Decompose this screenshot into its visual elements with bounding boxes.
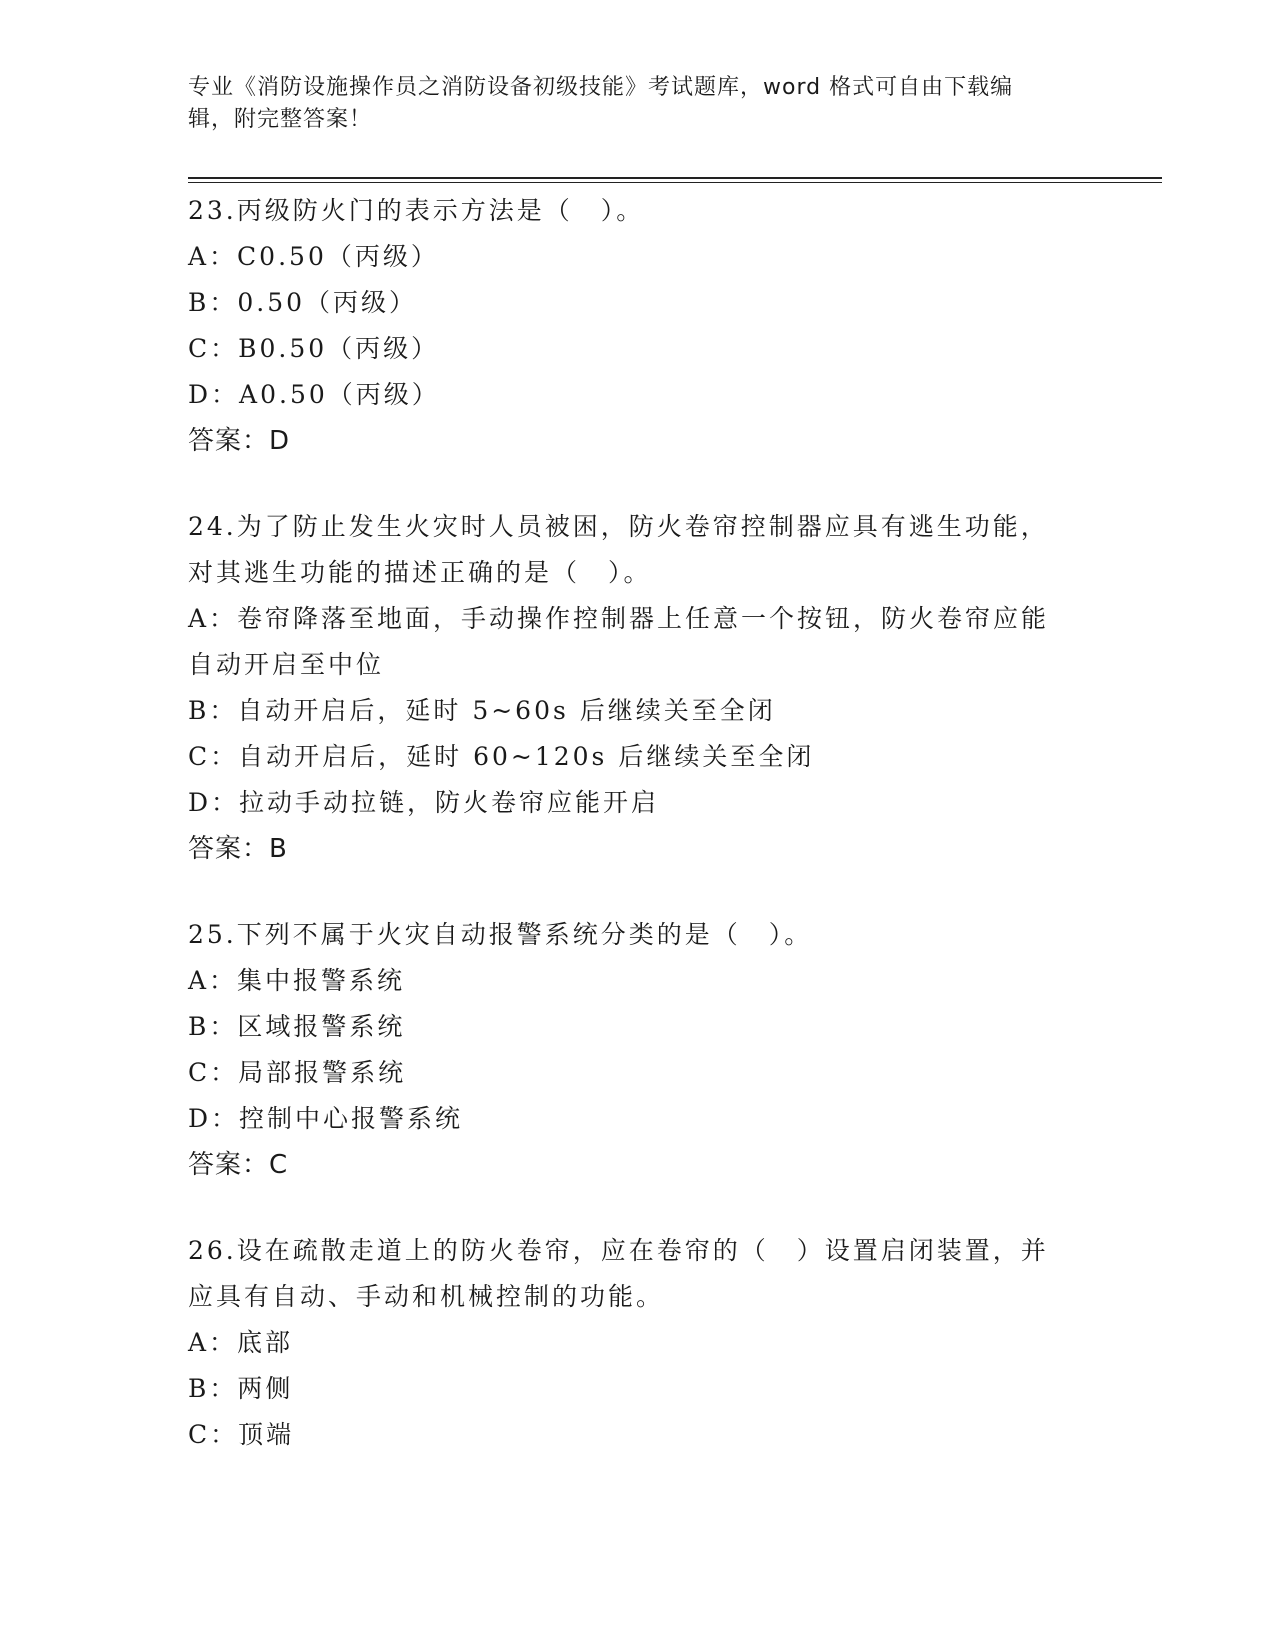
answer-label: 答案： xyxy=(188,834,270,864)
answer-line xyxy=(188,826,1088,872)
option-a: A：C0.50（丙级） xyxy=(188,242,439,271)
option-c: C：自动开启后，延时 60~120s 后继续关至全闭 xyxy=(188,742,815,771)
question-stem: 23.丙级防火门的表示方法是（ ）。 xyxy=(188,196,645,225)
header-line-1: 专业《消防设施操作员之消防设备初级技能》考试题库，word 格式可自由下载编 xyxy=(188,75,1014,100)
answer-value: C xyxy=(269,1150,289,1180)
answer-value: D xyxy=(269,426,291,456)
option-a: A：集中报警系统 xyxy=(188,966,406,995)
option-d: D：拉动手动拉链，防火卷帘应能开启 xyxy=(188,788,660,817)
question-24 xyxy=(188,504,1088,872)
option-a: A：底部 xyxy=(188,1328,294,1357)
question-stem: 25.下列不属于火灾自动报警系统分类的是（ ）。 xyxy=(188,920,813,949)
option-d: D：A0.50（丙级） xyxy=(188,380,440,409)
question-stem: 24.为了防止发生火灾时人员被困，防火卷帘控制器应具有逃生功能， xyxy=(188,512,1049,541)
option-b: B：0.50（丙级） xyxy=(188,288,418,317)
option-d: D：控制中心报警系统 xyxy=(188,1104,464,1133)
question-list xyxy=(188,188,1088,1498)
header-line-2: 辑，附完整答案！ xyxy=(188,107,373,132)
option-a-continued: 自动开启至中位 xyxy=(188,650,385,679)
question-25 xyxy=(188,912,1088,1188)
header-divider-thick xyxy=(188,177,1162,179)
question-stem-continued: 应具有自动、手动和机械控制的功能。 xyxy=(188,1282,665,1311)
option-c: C：局部报警系统 xyxy=(188,1058,407,1087)
answer-line xyxy=(188,418,1088,464)
answer-label: 答案： xyxy=(188,1150,270,1180)
option-c: C：B0.50（丙级） xyxy=(188,334,440,363)
question-26 xyxy=(188,1228,1088,1458)
document-header xyxy=(188,72,1068,136)
question-stem: 26.设在疏散走道上的防火卷帘，应在卷帘的（ ）设置启闭装置，并 xyxy=(188,1236,1049,1265)
answer-line xyxy=(188,1142,1088,1188)
option-c: C：顶端 xyxy=(188,1420,295,1449)
header-divider-thin xyxy=(188,182,1162,183)
option-b: B：区域报警系统 xyxy=(188,1012,406,1041)
question-23 xyxy=(188,188,1088,464)
answer-value: B xyxy=(269,834,288,864)
question-stem-continued: 对其逃生功能的描述正确的是（ ）。 xyxy=(188,558,652,587)
answer-label: 答案： xyxy=(188,426,270,456)
option-b: B：自动开启后，延时 5~60s 后继续关至全闭 xyxy=(188,696,776,725)
option-b: B：两侧 xyxy=(188,1374,294,1403)
option-a: A：卷帘降落至地面，手动操作控制器上任意一个按钮，防火卷帘应能 xyxy=(188,604,1050,633)
